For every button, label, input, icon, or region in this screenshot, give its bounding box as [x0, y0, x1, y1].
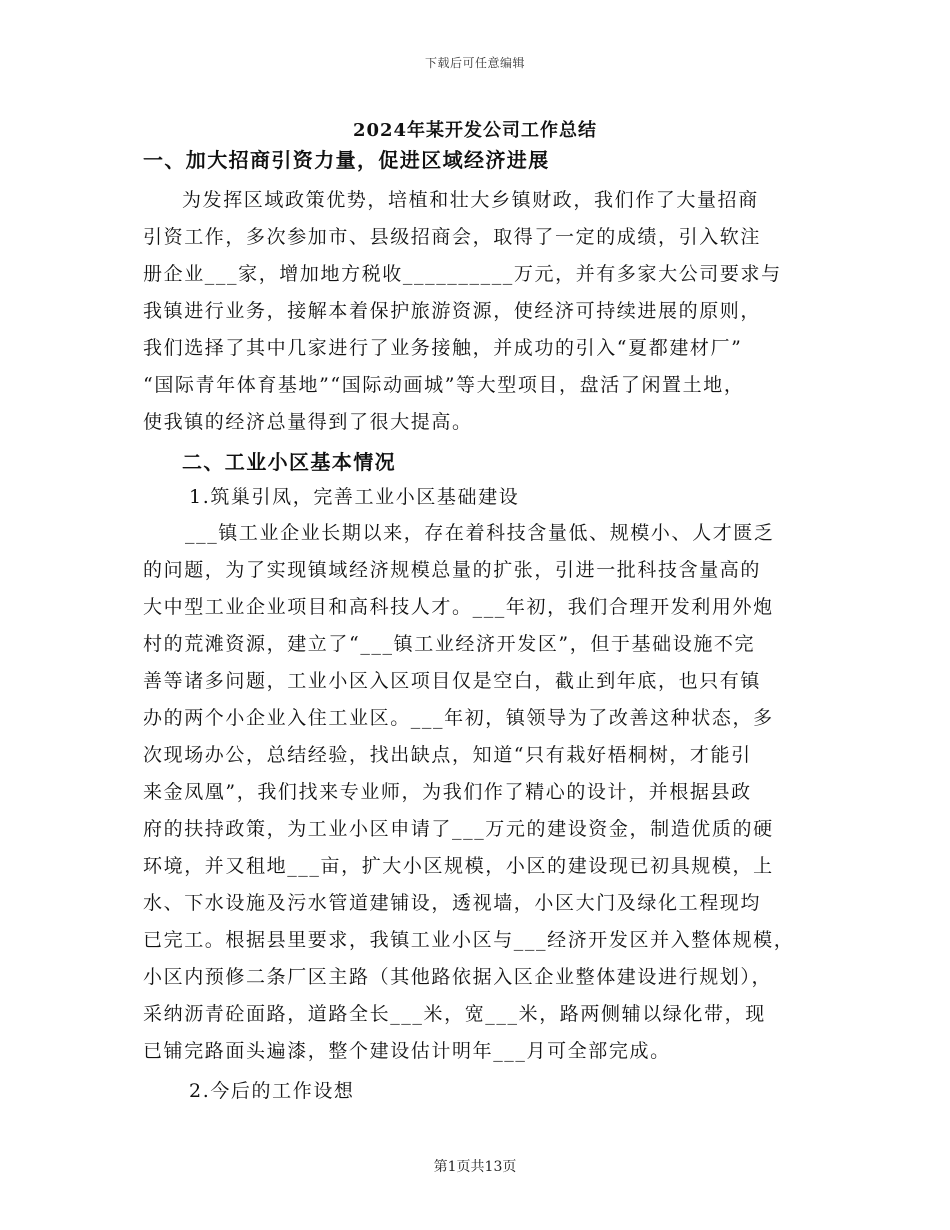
paragraph-line: 次现场办公，总结经验，找出缺点，知道“只有栽好梧桐树，才能引: [143, 744, 752, 766]
paragraph-line: 已铺完路面头遍漆，整个建设估计明年___月可全部完成。: [143, 1040, 671, 1062]
paragraph-line: 善等诸多问题，工业小区入区项目仅是空白，截止到年底，也只有镇: [143, 670, 762, 692]
paragraph-line: 的问题，为了实现镇域经济规模总量的扩张，引进一批科技含量高的: [143, 559, 762, 581]
paragraph-line: 我镇进行业务，接解本着保护旅游资源，使经济可持续进展的原则，: [143, 300, 762, 322]
paragraph-line: 为发挥区域政策优势，培植和壮大乡镇财政，我们作了大量招商: [182, 189, 759, 211]
paragraph-line: 我们选择了其中几家进行了业务接触，并成功的引入“夏都建材厂”: [143, 337, 743, 359]
paragraph-line: 办的两个小企业入住工业区。___年初，镇领导为了改善这种状态，多: [143, 707, 774, 729]
subheading-1: 1.筑巢引凤，完善工业小区基础建设: [189, 486, 520, 508]
subheading-2: 2.今后的工作设想: [189, 1080, 355, 1102]
paragraph-line: ___镇工业企业长期以来，存在着科技含量低、规模小、人才匮乏: [185, 522, 775, 544]
paragraph-line: 册企业___家，增加地方税收__________万元，并有多家大公司要求与: [143, 263, 782, 285]
paragraph-line: 来金凤凰”，我们找来专业师，为我们作了精心的设计，并根据县政: [143, 781, 752, 803]
header-note: 下载后可任意编辑: [424, 56, 525, 70]
page-footer: 第1页共13页: [433, 1159, 517, 1175]
paragraph-line: 大中型工业企业项目和高科技人才。___年初，我们合理开发利用外炮: [143, 596, 774, 618]
paragraph-line: 小区内预修二条厂区主路（其他路依据入区企业整体建设进行规划），: [143, 966, 773, 988]
paragraph-line: 环境，并又租地___亩，扩大小区规模，小区的建设现已初具规模，上: [143, 855, 774, 877]
paragraph-line: 村的荒滩资源，建立了“___镇工业经济开发区”，但于基础设施不完: [143, 633, 756, 655]
paragraph-line: 采纳沥青砼面路，道路全长___米，宽___米，路两侧辅以绿化带，现: [143, 1003, 766, 1025]
section1-heading: 一、加大招商引资力量，促进区域经济进展: [143, 148, 550, 172]
paragraph-line: 使我镇的经济总量得到了很大提高。: [143, 411, 473, 433]
paragraph-line: 府的扶持政策，为工业小区申请了___万元的建设资金，制造优质的硬: [143, 818, 774, 840]
document-title: 2024年某开发公司工作总结: [352, 120, 598, 141]
paragraph-line: 已完工。根据县里要求，我镇工业小区与___经济开发区并入整体规模，: [143, 929, 795, 951]
paragraph-line: 水、下水设施及污水管道建铺设，透视墙，小区大门及绿化工程现均: [143, 892, 762, 914]
paragraph-line: “国际青年体育基地”“国际动画城”等大型项目，盘活了闲置土地，: [143, 374, 745, 396]
section2-heading: 二、工业小区基本情况: [182, 450, 396, 474]
paragraph-line: 引资工作，多次参加市、县级招商会，取得了一定的成绩，引入软注: [143, 226, 762, 248]
